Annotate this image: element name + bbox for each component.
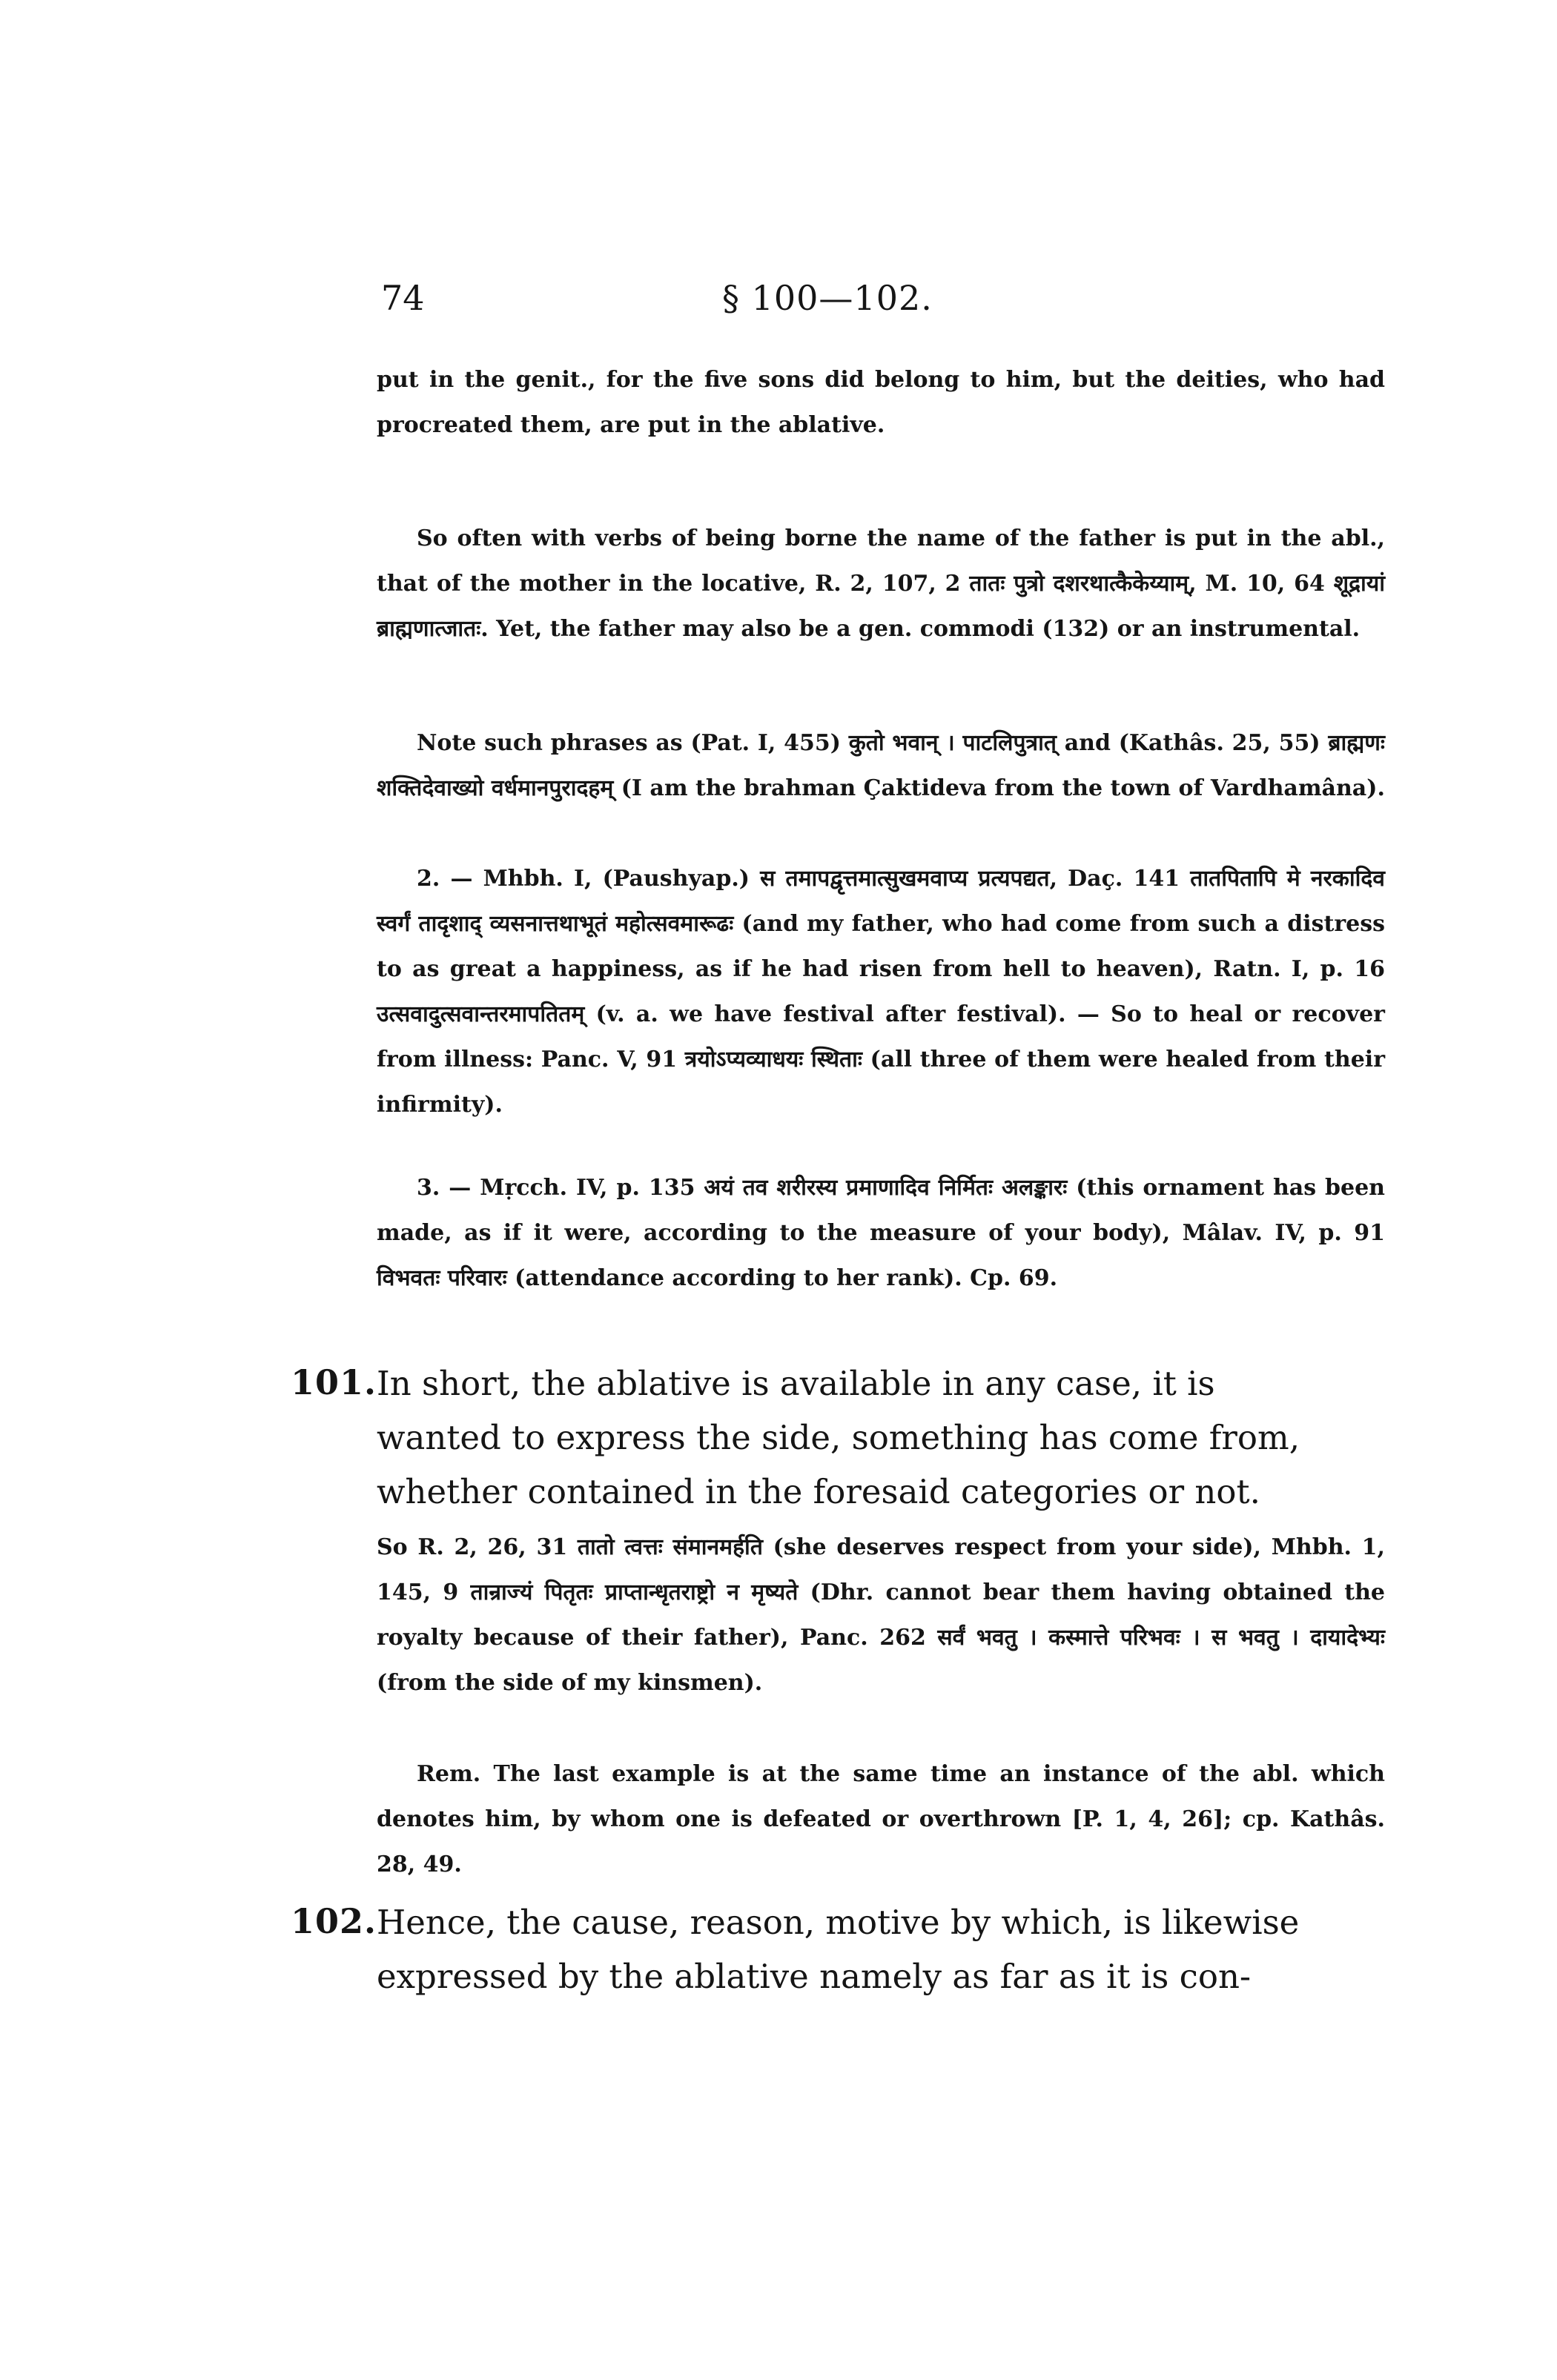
section-102-number: 102. (291, 1901, 377, 1941)
section-102-line-1: Hence, the cause, reason, motive by which, is likewise (377, 1903, 1300, 1942)
section-101-line-3: whether contained in the foresaid categories or not. (377, 1472, 1260, 1511)
paragraph-so-often (377, 516, 1385, 652)
section-101-remark (377, 1751, 1385, 1887)
intro-text: put in the genit., for the five sons did belong to him, but the deities, who had procreated them, are put in the ablative. (377, 367, 1385, 438)
paragraph-3-text: 3. — Mṛcch. IV, p. 135 अयं तव शरीरस्य प्रमाणादिव निर्मितः अलङ्कारः (this ornament has been made, as if it were, according to the measure of your body), Mâlav. IV, p. 91 विभवतः परिवारः (attendance according to her rank). Cp. 69. (377, 1175, 1385, 1291)
page-header (381, 278, 1382, 322)
section-101-body (377, 1525, 1385, 1706)
paragraph-note (377, 720, 1385, 811)
section-101-body-text: So R. 2, 26, 31 तातो त्वत्तः संमानमर्हति (she deserves respect from your side), Mhbh. 1, 145, 9 तान्राज्यं पितृतः प्राप्तान्धृतराष्ट्रो न मृष्यते (Dhr. cannot bear them having obtained the royalty because of their father), Panc. 262 सर्वं भवतु । कस्मात्ते परिभवः । स भवतु । दायादेभ्यः (from the side of my kinsmen). (377, 1534, 1385, 1696)
section-101-line-2: wanted to express the side, something has come from, (377, 1418, 1300, 1457)
page-number: 74 (381, 278, 425, 318)
note-text: Note such phrases as (Pat. I, 455) कुतो भवान् । पाटलिपुत्रात् and (Kathâs. 25, 55) ब्राह्मणः शक्तिदेवाख्यो वर्धमानपुरादहम् (I am the brahman Çaktideva from the town of Vardhamâna). (377, 730, 1385, 801)
section-101-remark-text: Rem. The last example is at the same time an instance of the abl. which denotes him, by whom one is defeated or overthrown [P. 1, 4, 26]; cp. Kathâs. 28, 49. (377, 1761, 1385, 1877)
section-101-line-1: In short, the ablative is available in any case, it is (377, 1364, 1215, 1403)
paragraph-3 (377, 1165, 1385, 1301)
section-101-number: 101. (291, 1362, 377, 1402)
section-102-line-2: expressed by the ablative namely as far as it is con- (377, 1957, 1252, 1996)
paragraph-2 (377, 856, 1385, 1127)
so-often-text: So often with verbs of being borne the name of the father is put in the abl., that of the mother in the locative, R. 2, 107, 2 तातः पुत्रो दशरथात्कैकेय्याम्, M. 10, 64 शूद्रायां ब्राह्मणात्जातः. Yet, the father may also be a gen. commodi (132) or an instrumental. (377, 526, 1385, 642)
paragraph-intro (377, 357, 1385, 448)
section-102-lead (377, 1895, 1385, 2003)
section-range: § 100—102. (722, 278, 933, 318)
paragraph-2-text: 2. — Mhbh. I, (Paushyap.) स तमापद्वृत्तमात्सुखमवाप्य प्रत्यपद्यत, Daç. 141 तातपितापि मे नरकादिव स्वर्गं तादृशाद् व्यसनात्तथाभूतं महोत्सवमारूढः (and my father, who had come from such a distress to as great a happiness, as if he had risen from hell to heaven), Ratn. I, p. 16 उत्सवादुत्सवान्तरमापतितम् (v. a. we have festival after festival). — So to heal or recover from illness: Panc. V, 91 त्रयोऽप्यव्याधयः स्थिताः (all three of them were healed from their infirmity). (377, 866, 1385, 1118)
section-101-lead (377, 1356, 1385, 1519)
